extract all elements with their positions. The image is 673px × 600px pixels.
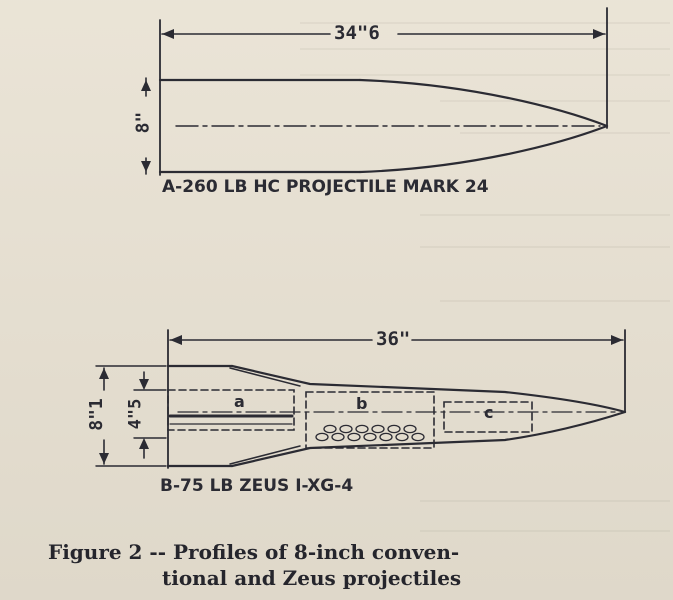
projectile-b-diameter-label: 8"1	[85, 398, 107, 431]
compartment-b-label: b	[356, 394, 368, 413]
figure-caption-line-2: tional and Zeus projectiles	[162, 566, 462, 590]
projectile-a-length-label: 34"6	[334, 22, 380, 44]
projectile-b-inner-diameter-label: 4"5	[125, 398, 146, 430]
projectile-b-title: B-75 LB ZEUS I-XG-4	[160, 476, 354, 496]
figure-caption-line-1: Figure 2 -- Profiles of 8-inch conven-	[48, 540, 460, 564]
compartment-a-label: a	[234, 392, 245, 411]
compartment-c-label: c	[484, 403, 494, 422]
projectile-b-length-label: 36"	[376, 328, 411, 350]
projectile-a-diameter-label: 8"	[132, 111, 154, 134]
projectile-a-title: A-260 LB HC PROJECTILE MARK 24	[162, 177, 489, 197]
